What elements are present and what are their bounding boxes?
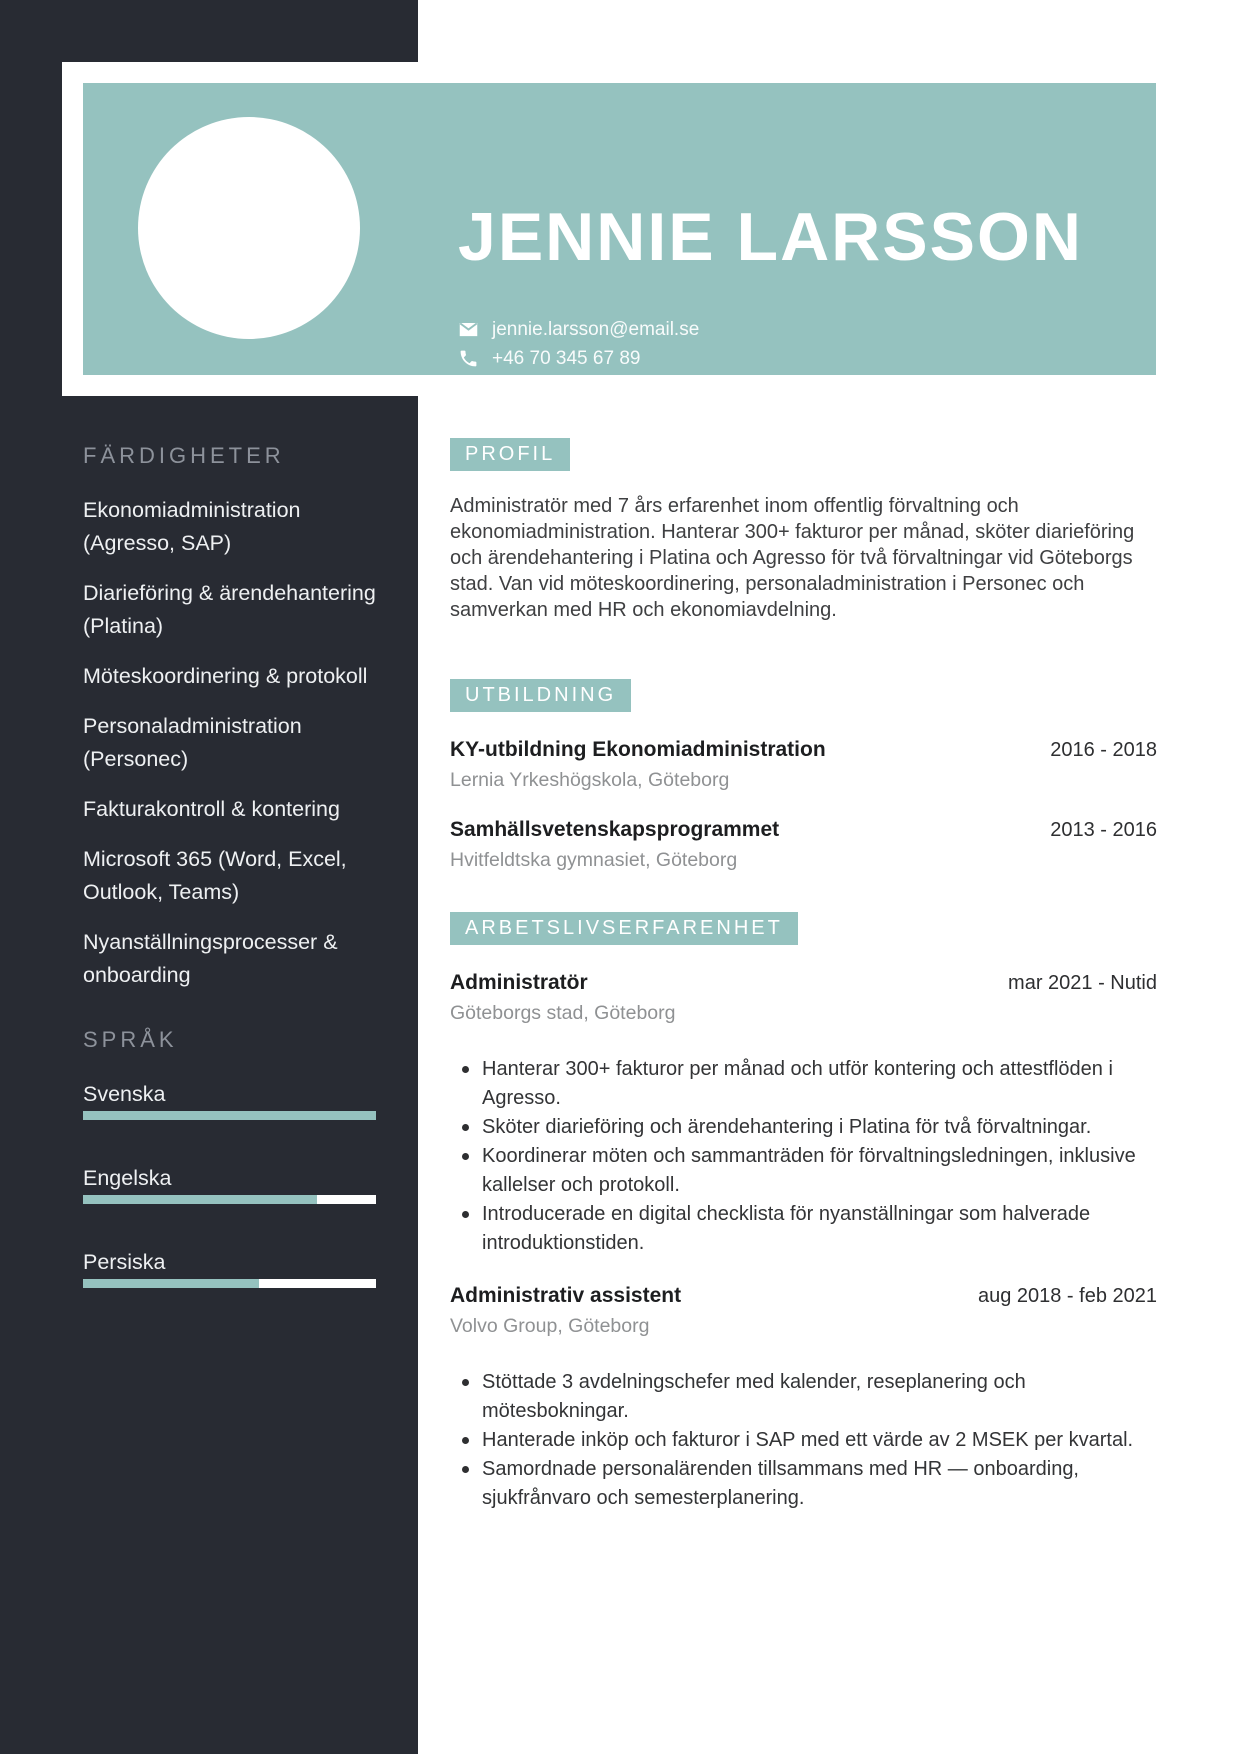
education-dates: 2016 - 2018 [1050, 739, 1157, 761]
contact-location [458, 373, 699, 402]
job-dates: aug 2018 - feb 2021 [977, 1285, 1157, 1307]
page-title: JENNIE LARSSON [458, 199, 1083, 275]
experience-section [450, 912, 1157, 1513]
bullet-item: Samordnade personalärenden tillsammans med HR — onboarding, sjukfrånvaro och semesterplanering. [462, 1455, 1157, 1513]
education-dates: 2013 - 2016 [1050, 819, 1157, 841]
skill-item: Diarieföring & ärendehantering (Platina) [83, 581, 376, 639]
skills-heading: FÄRDIGHETER [83, 443, 285, 468]
job-title: Administratör [450, 971, 588, 994]
language-name: Engelska [83, 1166, 172, 1191]
language-bar [83, 1279, 376, 1288]
language-item [83, 1078, 377, 1120]
contact-phone [458, 344, 699, 373]
language-name: Persiska [83, 1250, 166, 1275]
language-bar-fill [83, 1111, 376, 1120]
skill-item: Personaladministration (Personec) [83, 714, 302, 772]
education-entry [450, 818, 1157, 872]
main-column [450, 438, 1157, 1513]
education-title: KY-utbildning Ekonomiadministration [450, 738, 826, 761]
bullet-list [450, 1368, 1157, 1513]
phone-icon [458, 348, 479, 369]
skill-item: Microsoft 365 (Word, Excel, Outlook, Teams) [83, 847, 347, 905]
experience-entry [450, 971, 1157, 1258]
contact-block [458, 315, 699, 402]
education-section [450, 679, 1157, 872]
education-subtitle: Lernia Yrkeshögskola, Göteborg [450, 769, 730, 791]
profile-text: Administratör med 7 års erfarenhet inom offentlig förvaltning och ekonomiadministration. Hanterar 300+ fakturor per månad, sköter diarieföring och ärendehantering i Platina och Agresso för två förvaltningar vid Göteborgs stad. Van vid möteskoordinering, personaladministration i Personec och samverkan med HR och ekonomiavdelning. [450, 495, 1135, 621]
language-name: Svenska [83, 1082, 166, 1107]
home-icon [458, 377, 479, 398]
languages-heading: SPRÅK [83, 1027, 178, 1053]
bullet-item: Sköter diarieföring och ärendehantering i Platina för två förvaltningar. [462, 1113, 1157, 1142]
skill-item: Möteskoordinering & protokoll [83, 664, 368, 689]
experience-section-label: ARBETSLIVSERFARENHET [450, 912, 798, 945]
avatar [138, 117, 360, 339]
bullet-item: Stöttade 3 avdelningschefer med kalender, reseplanering och mötesbokningar. [462, 1368, 1157, 1426]
sidebar [83, 444, 377, 1330]
language-bar-fill [83, 1279, 259, 1288]
job-subtitle: Volvo Group, Göteborg [450, 1315, 650, 1337]
job-subtitle: Göteborgs stad, Göteborg [450, 1002, 676, 1024]
bullet-list [450, 1055, 1157, 1258]
contact-phone-text: +46 70 345 67 89 [492, 347, 641, 369]
email-icon [458, 319, 479, 340]
language-item [83, 1162, 377, 1204]
skill-item: Nyanställningsprocesser & onboarding [83, 930, 338, 988]
language-bar [83, 1195, 376, 1204]
contact-email-text: jennie.larsson@email.se [492, 318, 700, 340]
contact-email [458, 315, 699, 344]
bullet-item: Hanterar 300+ fakturor per månad och utför kontering och attestflöden i Agresso. [462, 1055, 1157, 1113]
profile-section [450, 438, 1157, 623]
education-entry [450, 738, 1157, 792]
header-band [83, 83, 1156, 398]
education-section-label: UTBILDNING [450, 679, 631, 712]
experience-entry [450, 1284, 1157, 1513]
bullet-item: Hanterade inköp och fakturor i SAP med ett värde av 2 MSEK per kvartal. [462, 1426, 1157, 1455]
language-bar-fill [83, 1195, 317, 1204]
language-bar [83, 1111, 376, 1120]
skill-item: Fakturakontroll & kontering [83, 797, 340, 822]
language-item [83, 1246, 377, 1288]
education-subtitle: Hvitfeldtska gymnasiet, Göteborg [450, 849, 738, 871]
education-title: Samhällsvetenskapsprogrammet [450, 818, 780, 841]
profile-section-label: PROFIL [450, 438, 570, 471]
job-title: Administrativ assistent [450, 1284, 682, 1307]
bullet-item: Introducerade en digital checklista för nyanställningar som halverade introduktionstiden. [462, 1200, 1157, 1258]
contact-location-text: Göteborg [492, 376, 572, 398]
job-dates: mar 2021 - Nutid [1008, 972, 1157, 994]
bullet-item: Koordinerar möten och sammanträden för förvaltningsledningen, inklusive kallelser och protokoll. [462, 1142, 1157, 1200]
skill-item: Ekonomiadministration (Agresso, SAP) [83, 498, 301, 556]
